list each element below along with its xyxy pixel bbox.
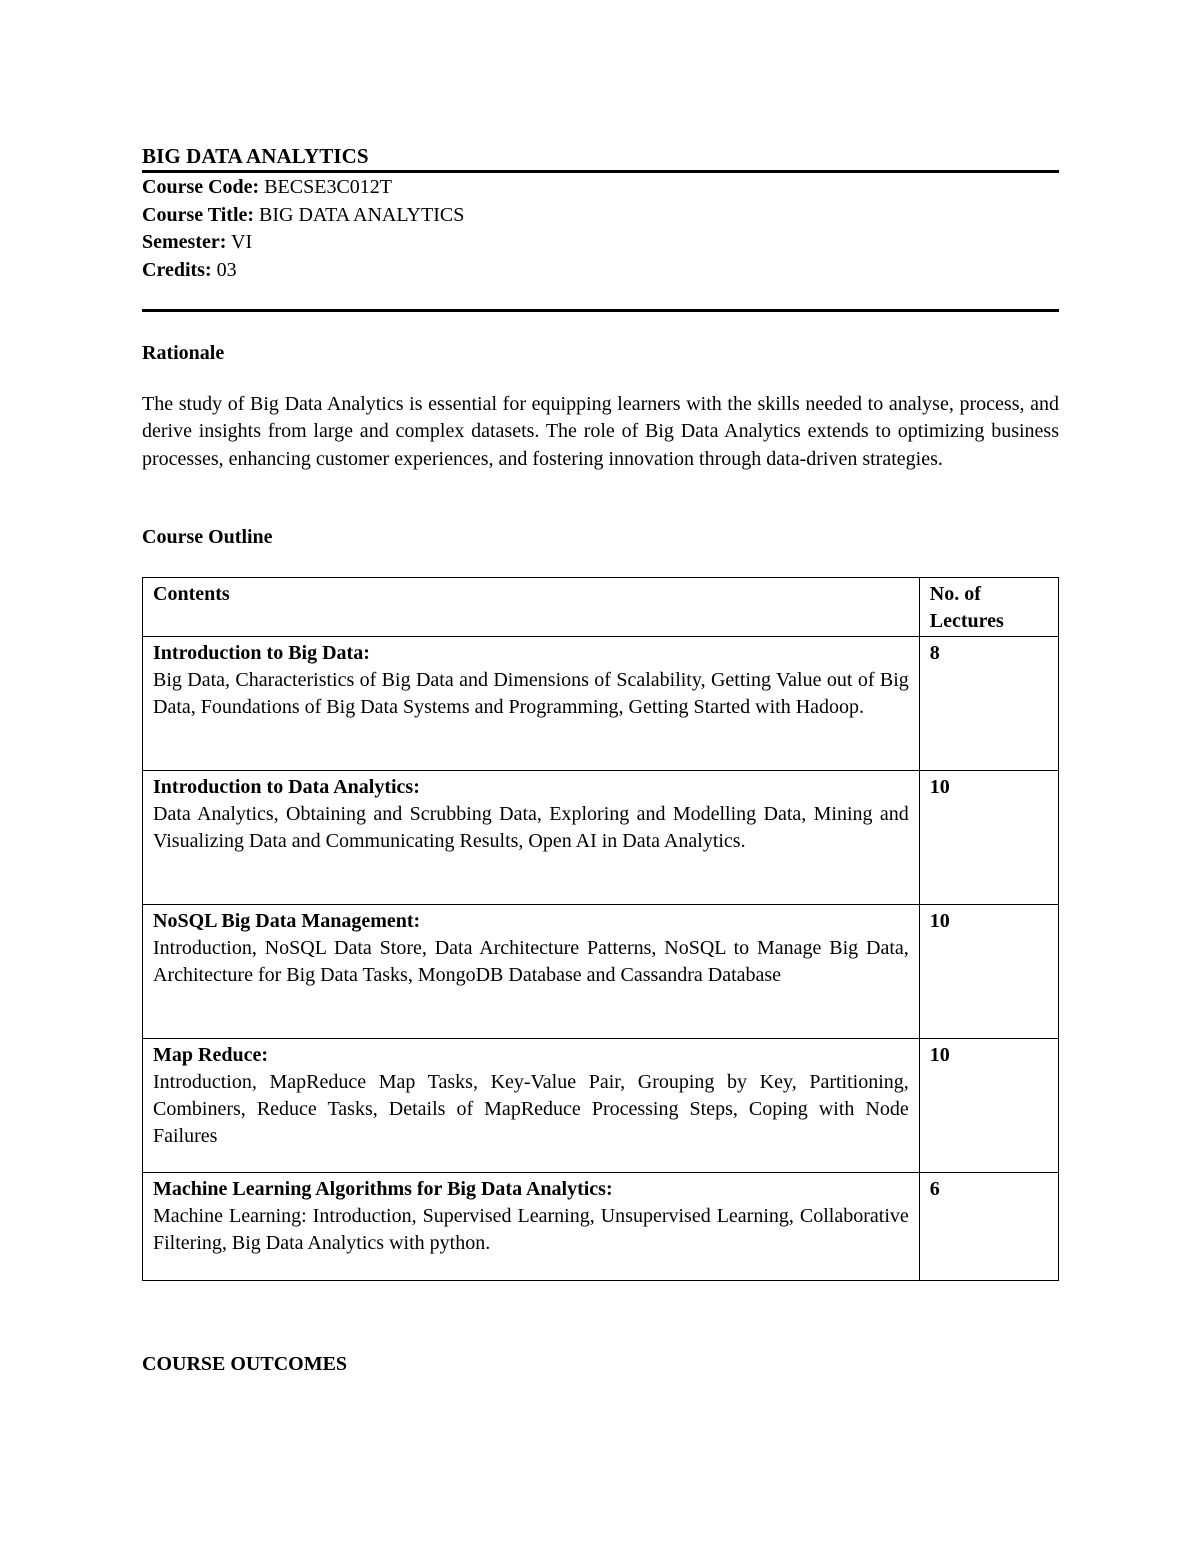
lecture-count: 10 bbox=[919, 770, 1058, 904]
table-row bbox=[143, 1172, 1059, 1280]
table-header-row bbox=[143, 578, 1059, 637]
meta-divider bbox=[142, 309, 1059, 312]
topic-title: Machine Learning Algorithms for Big Data Analytics: bbox=[153, 1177, 613, 1200]
lecture-count: 8 bbox=[919, 636, 1058, 770]
topic-description: Introduction, MapReduce Map Tasks, Key-Value Pair, Grouping by Key, Partitioning, Combiners, Reduce Tasks, Details of MapReduce Processing Steps, Coping with Node Failures bbox=[153, 1070, 909, 1148]
table-row bbox=[143, 636, 1059, 770]
credits-row bbox=[142, 257, 464, 285]
topic-cell bbox=[143, 1038, 920, 1172]
course-code-label: Course Code: bbox=[142, 176, 260, 198]
contents-column-header: Contents bbox=[143, 578, 920, 637]
semester-row bbox=[142, 229, 464, 257]
course-outline-table bbox=[142, 577, 1059, 1281]
table-row bbox=[143, 904, 1059, 1038]
topic-title: Introduction to Big Data: bbox=[153, 641, 370, 664]
topic-description: Machine Learning: Introduction, Supervised Learning, Unsupervised Learning, Collaborative Filtering, Big Data Analytics with python. bbox=[153, 1204, 909, 1255]
rationale-heading: Rationale bbox=[142, 342, 225, 364]
topic-cell bbox=[143, 1172, 920, 1280]
credits-value: 03 bbox=[216, 258, 237, 281]
topic-title: NoSQL Big Data Management: bbox=[153, 909, 421, 932]
lecture-count: 10 bbox=[919, 1038, 1058, 1172]
credits-label: Credits: bbox=[142, 258, 212, 281]
topic-description: Data Analytics, Obtaining and Scrubbing Data, Exploring and Modelling Data, Mining and Visualizing Data and Communicating Results, Open AI in Data Analytics. bbox=[153, 802, 909, 853]
lectures-column-header: No. of Lectures bbox=[919, 578, 1058, 637]
semester-label: Semester: bbox=[142, 231, 227, 253]
rationale-paragraph: The study of Big Data Analytics is essential for equipping learners with the skills needed to analyse, process, and derive insights from large and complex datasets. The role of Big Data Analytics extends to optimizing business processes, enhancing customer experiences, and fostering innovation through data-driven strategies. bbox=[142, 393, 1059, 470]
document-page bbox=[142, 0, 1059, 1553]
course-code-row bbox=[142, 174, 464, 202]
topic-cell bbox=[143, 636, 920, 770]
course-title-value: BIG DATA ANALYTICS bbox=[259, 203, 465, 226]
course-outcomes-heading: COURSE OUTCOMES bbox=[142, 1353, 348, 1375]
topic-description: Introduction, NoSQL Data Store, Data Architecture Patterns, NoSQL to Manage Big Data, Architecture for Big Data Tasks, MongoDB Database and Cassandra Database bbox=[153, 936, 909, 987]
topic-cell bbox=[143, 770, 920, 904]
course-code-value: BECSE3C012T bbox=[264, 176, 393, 198]
topic-description: Big Data, Characteristics of Big Data and Dimensions of Scalability, Getting Value out of Big Data, Foundations of Big Data Systems and Programming, Getting Started with Hadoop. bbox=[153, 668, 909, 719]
course-outline-heading: Course Outline bbox=[142, 526, 273, 548]
course-meta bbox=[142, 174, 464, 284]
table-row bbox=[143, 1038, 1059, 1172]
table-row bbox=[143, 770, 1059, 904]
lecture-count: 10 bbox=[919, 904, 1058, 1038]
semester-value: VI bbox=[231, 231, 253, 253]
topic-title: Map Reduce: bbox=[153, 1043, 268, 1066]
topic-cell bbox=[143, 904, 920, 1038]
title-divider bbox=[142, 170, 1059, 173]
course-title-row bbox=[142, 202, 464, 230]
lecture-count: 6 bbox=[919, 1172, 1058, 1280]
topic-title: Introduction to Data Analytics: bbox=[153, 775, 420, 798]
document-title: BIG DATA ANALYTICS bbox=[142, 144, 369, 168]
course-title-label: Course Title: bbox=[142, 203, 255, 226]
